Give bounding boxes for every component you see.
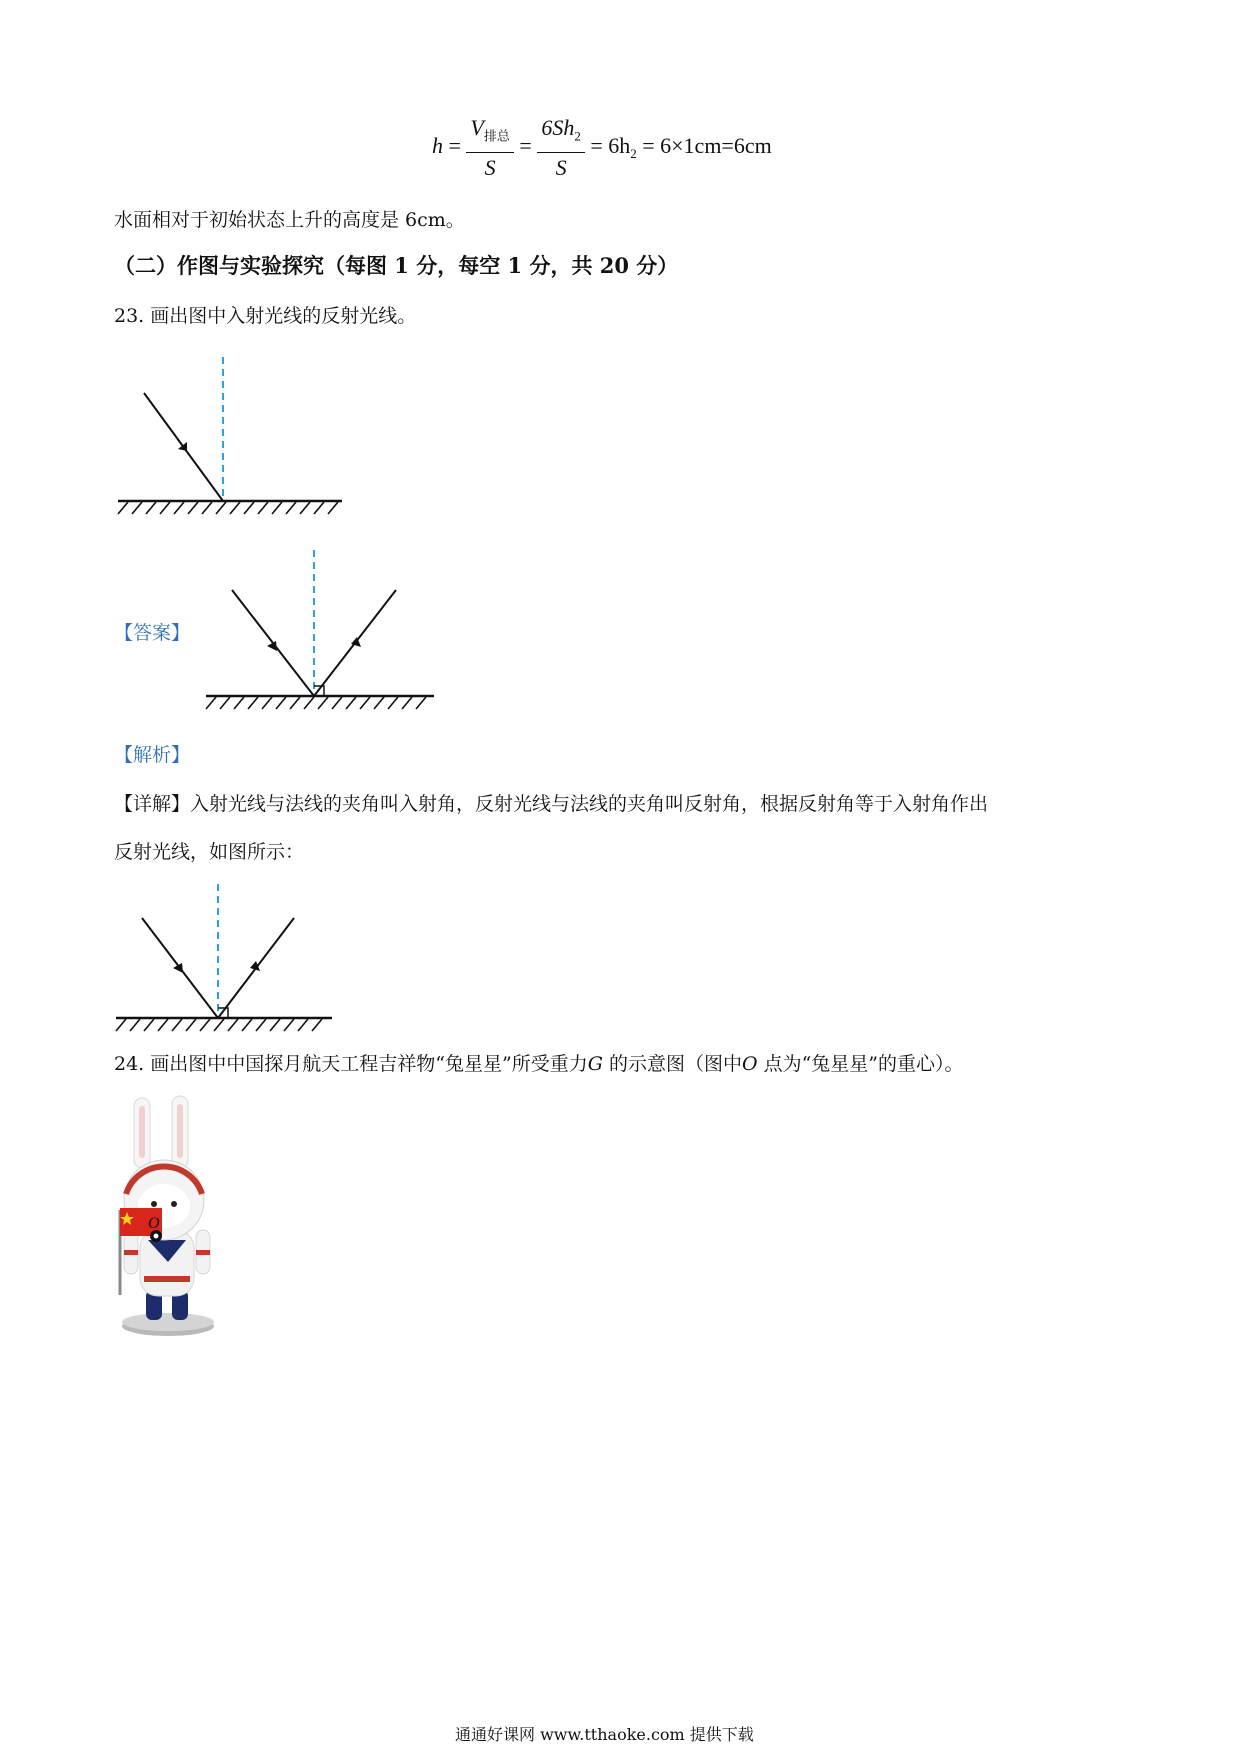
fraction-numerator-2: 6Sh [541, 115, 575, 140]
detail-line-2: 反射光线，如图所示： [114, 841, 305, 863]
mirror-surface [118, 501, 342, 514]
symbol-o: O [741, 1053, 758, 1075]
question-text: 画出图中入射光线的反射光线。 [150, 305, 417, 327]
page-footer: 通通好课网 www.tthaoke.com 提供下载 [455, 1725, 754, 1744]
reflected-ray [218, 918, 294, 1018]
rabbit-mascot-figure [112, 1090, 222, 1340]
formula-eq: = [448, 132, 461, 158]
figure-incident-ray [110, 355, 350, 515]
question-number: 24. [114, 1053, 145, 1075]
question-text-b: 的示意图（图中 [608, 1053, 742, 1075]
question-23 [114, 302, 416, 330]
answer-label: 【答案】 [114, 622, 191, 644]
fraction-v-over-s [466, 114, 513, 181]
detail-text-1: 入射光线与法线的夹角叫入射角，反射光线与法线的夹角叫反射角，根据反射角等于入射角作出 [190, 793, 989, 815]
symbol-g: G [587, 1053, 603, 1075]
detail-label: 【详解】 [114, 793, 191, 815]
formula-h: h [432, 132, 443, 158]
incident-ray [142, 918, 218, 1018]
fraction-denominator: S [484, 155, 496, 181]
detail-line-1 [114, 790, 988, 818]
center-point-label: O [148, 1215, 160, 1232]
incident-ray [144, 393, 223, 501]
fraction-6sh-over-s [537, 114, 585, 181]
mirror-surface [116, 1018, 332, 1031]
reflected-ray [314, 590, 396, 696]
formula [432, 114, 772, 181]
question-number: 23. [114, 305, 145, 327]
formula-rest-b: = 6×1cm=6cm [642, 132, 772, 158]
subscript: 排总 [483, 128, 510, 144]
question-text-a: 画出图中中国探月航天工程吉祥物“兔星星”所受重力 [150, 1053, 588, 1075]
incident-ray [232, 590, 314, 696]
figure-explanation [110, 882, 350, 1042]
question-text-c: 点为“兔星星”的重心）。 [763, 1053, 964, 1075]
rabbit-mascot [120, 1096, 214, 1336]
figure-answer [200, 548, 440, 708]
formula-eq-2: = [519, 132, 532, 158]
subscript-2: 2 [574, 128, 581, 144]
result-text: 水面相对于初始状态上升的高度是 6cm。 [114, 209, 465, 231]
section-heading: （二）作图与实验探究（每图 1 分，每空 1 分，共 20 分） [114, 253, 679, 278]
subscript-3: 2 [630, 146, 637, 162]
formula-rest-a: = 6h [590, 132, 631, 158]
analysis-label: 【解析】 [114, 744, 191, 766]
mirror-surface [206, 696, 434, 709]
question-24 [114, 1050, 964, 1078]
fraction-numerator: V [470, 115, 484, 140]
fraction-denominator-2: S [555, 155, 567, 181]
